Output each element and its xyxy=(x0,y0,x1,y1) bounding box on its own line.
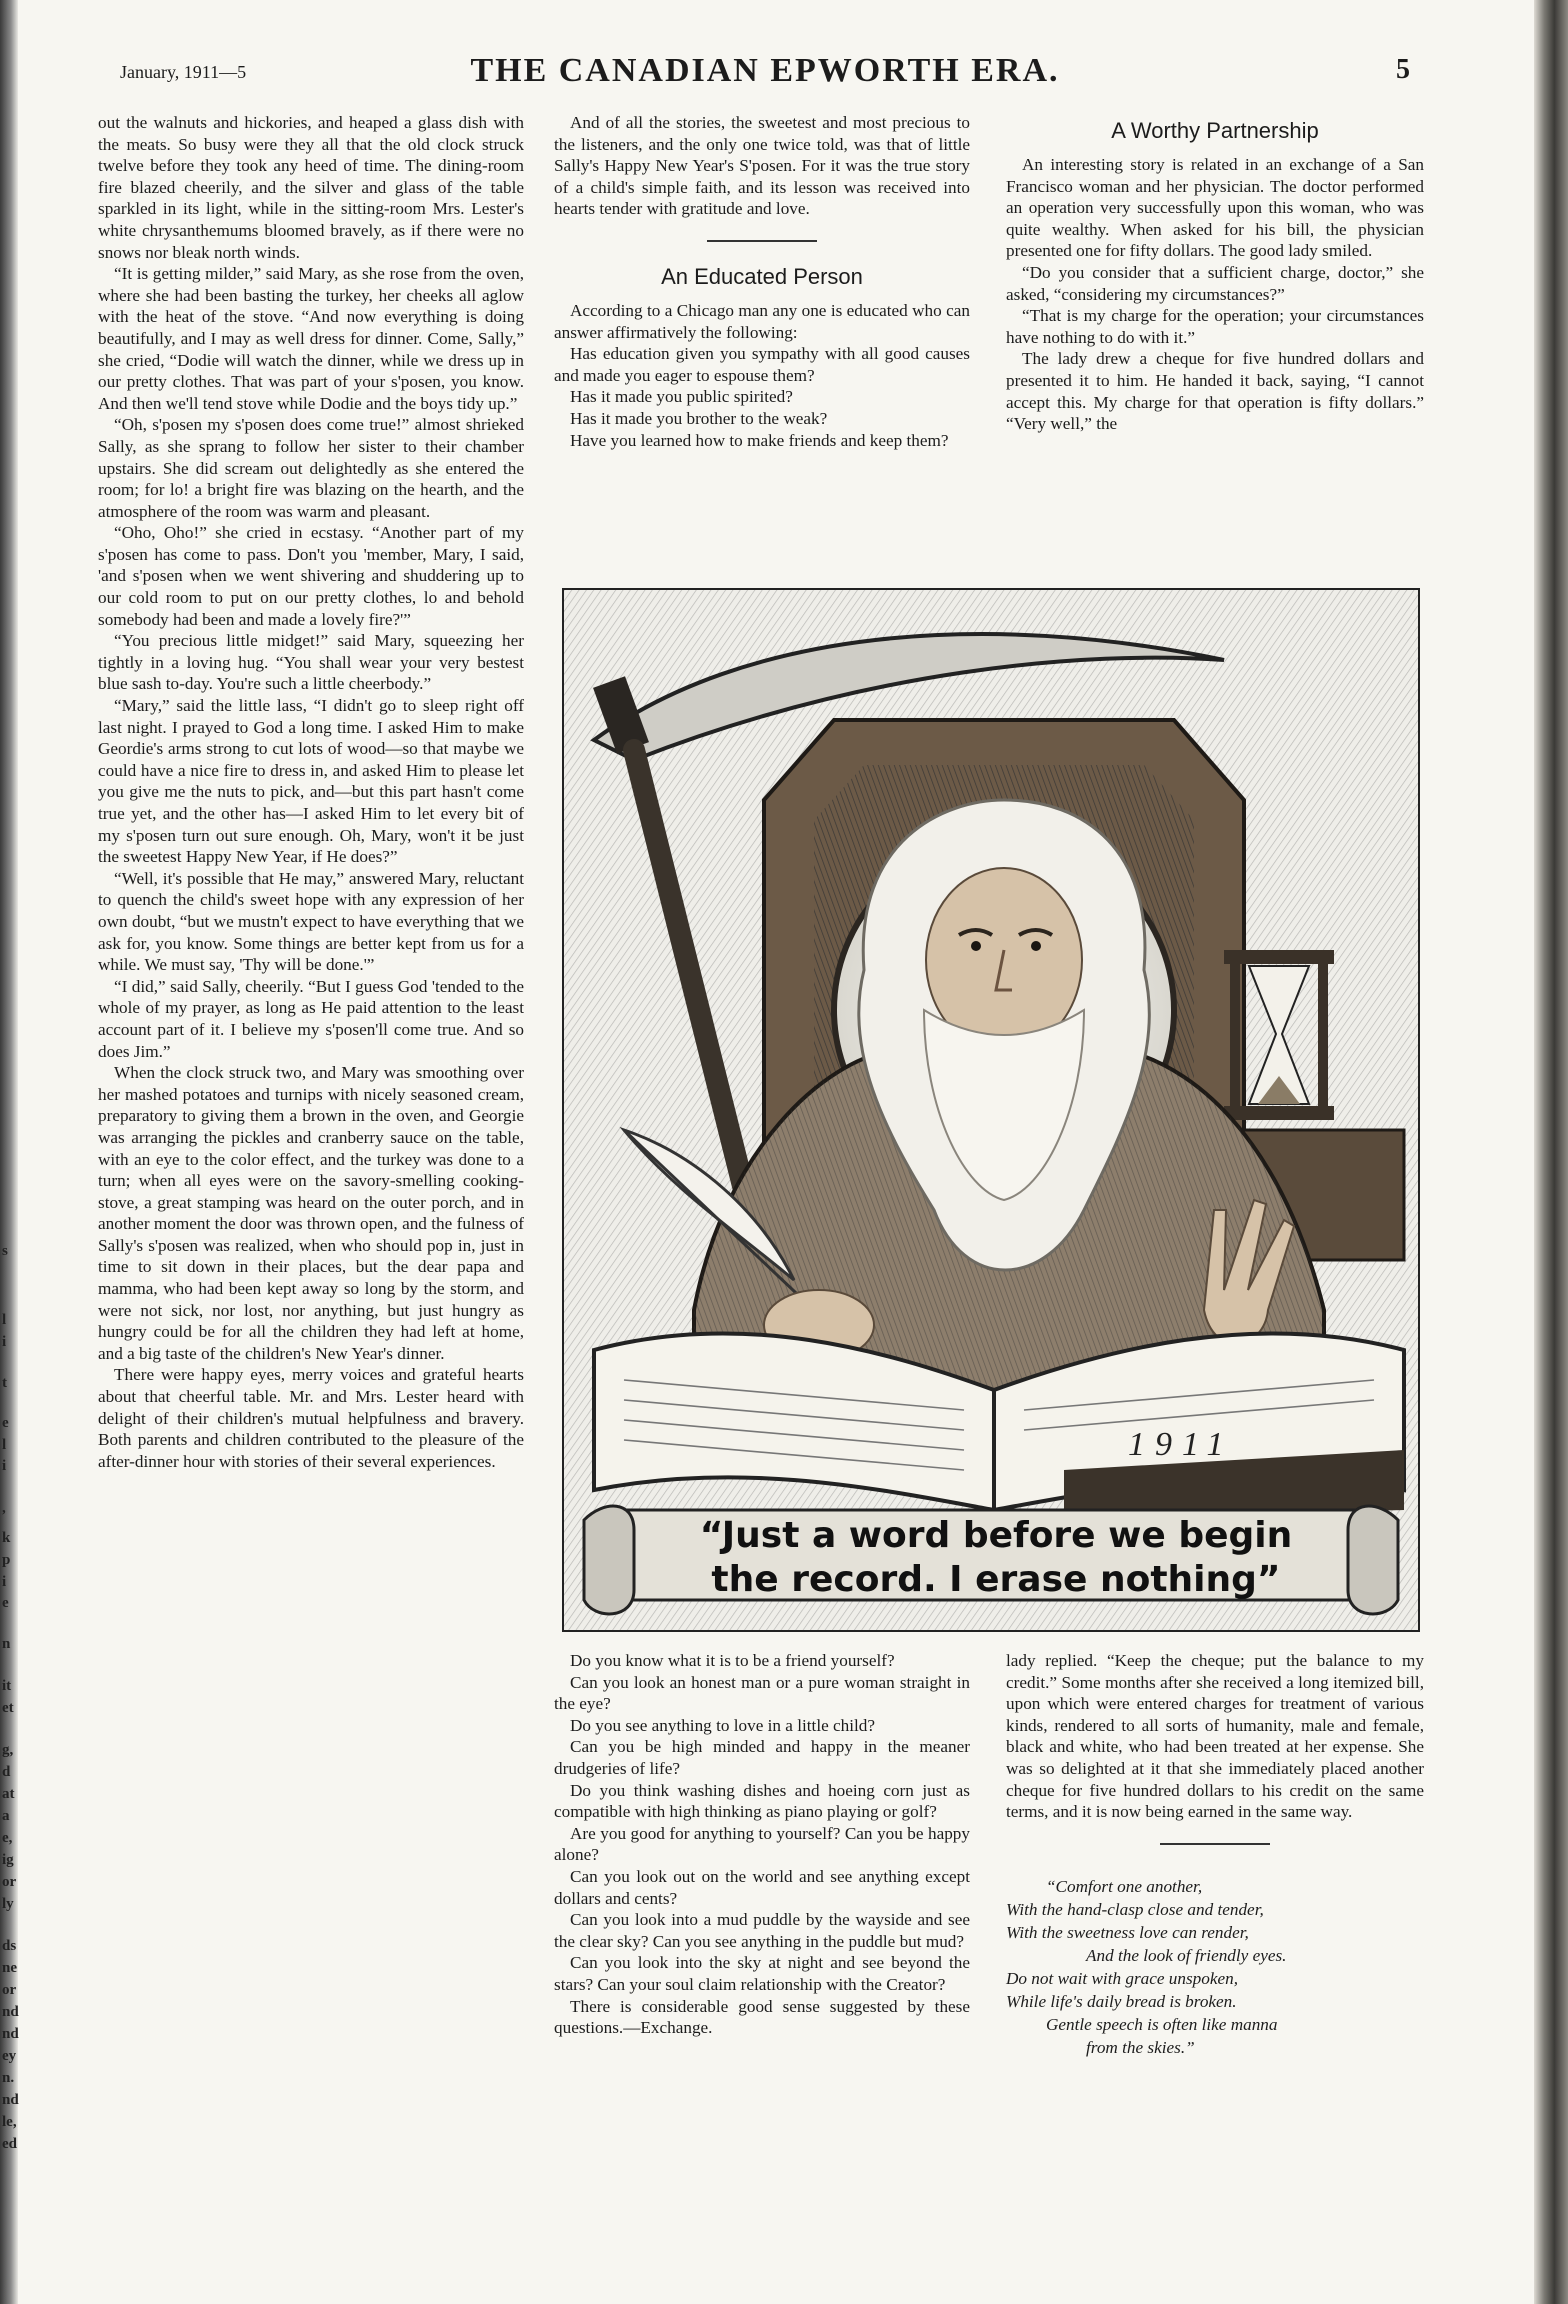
section-divider xyxy=(707,240,817,242)
story-paragraph: out the walnuts and hickories, and heaped a glass dish with the meats. So busy were they all that the old clock struck twelve before they took any heed of time. The dining-room fire blazed cheerily, and the silver and glass of the table sparkled in its light, while in the sitting-room Mrs. Lester's white chrysanthemums bloomed bravely, as if there were no snows nor bleak north winds. xyxy=(98,113,524,262)
page-spine-right xyxy=(1534,0,1568,2304)
story-paragraph: “Mary,” said the little lass, “I didn't go to sleep right off last night. I prayed to God a long time. I asked Him to make Geordie's arms strong to cut lots of wood—so that maybe we could have a nice fire to dress in, and asked Him to please let you give me the nuts to pick, and—but this part hasn't come true yet, and the other has—I asked Him to let every bit of my s'posen turn out sure enough. Oh, Mary, won't it be just the sweetest Happy New Year, if He does?” xyxy=(98,696,524,867)
poem-line: “Comfort one another, xyxy=(1046,1876,1203,1896)
poem-line: from the skies.” xyxy=(1086,2037,1195,2057)
margin-fragment: or xyxy=(2,1874,17,1890)
story-paragraph: “It is getting milder,” said Mary, as she rose from the oven, where she had been basting the turkey, her cheeks all aglow with the heat of the stove. “And now everything is doing beautifully, and I may as well dress for dinner. Come, Sally,” she cried, “Dodie will watch the dinner, while we dress up in our pretty clothes. That was part of your s'posen, you know. And then we'll tend stove while Dodie and the boys tidy up.” xyxy=(98,264,524,413)
article-paragraph: An interesting story is related in an exchange of a San Francisco woman and her physician. The doctor performed an operation very successfully upon this woman, who was quite wealthy. When asked for his bill, the physician presented one for fifty dollars. The good lady smiled. xyxy=(1006,155,1424,261)
margin-fragment: i xyxy=(2,1334,7,1350)
article-paragraph: Has education given you sympathy with all good causes and made you eager to espouse them? xyxy=(554,344,970,385)
article-heading-educated-person: An Educated Person xyxy=(661,263,863,289)
illustration-caption xyxy=(614,1504,1378,1608)
story-paragraph: “I did,” said Sally, cheerily. “But I guess God 'tended to the whole of my prayer, as long as He paid attention to the least account part of it. I believe my s'posen'll come true. And so does Jim.” xyxy=(98,976,524,1061)
margin-fragment: ed xyxy=(2,2136,17,2152)
margin-fragment: or xyxy=(2,1982,17,1998)
margin-fragment: nd xyxy=(2,2092,19,2108)
margin-fragment: ds xyxy=(2,1938,17,1954)
margin-fragment: nd xyxy=(2,2026,19,2042)
question-paragraph: Can you look into the sky at night and see beyond the stars? Can your soul claim relationship with the Creator? xyxy=(554,1953,970,1994)
margin-fragment: i xyxy=(2,1574,7,1590)
margin-fragment: e xyxy=(2,1595,9,1611)
article-paragraph: “That is my charge for the operation; your circumstances have nothing to do with it.” xyxy=(1006,306,1424,347)
story-paragraph: When the clock struck two, and Mary was smoothing over her mashed potatoes and turnips with nicely seasoned cream, preparatory to giving them a brown in the oven, and Georgie was arranging the pickles and cranberry sauce on the table, with an eye to the color effect, and the turkey was done to a turn; when all eyes were on the savory-smelling cooking-stove, a great stamping was heard on the outer porch, and in another moment the door was thrown open, and the fulness of Sally's s'posen was realized, when who should pop in, just in time to sit down in their places, but the dear papa and mamma, who had been kept away so long by the storm, and were not sick, nor lost, nor anything, but just hungry as hungry could be for all the children they had left at home, and a big taste of the children's New Year's dinner. xyxy=(98,1063,524,1363)
margin-fragment: le, xyxy=(2,2114,17,2130)
article-paragraph: According to a Chicago man any one is educated who can answer affirmatively the following: xyxy=(554,300,970,342)
margin-fragment: p xyxy=(2,1552,11,1568)
page-header xyxy=(120,52,1410,98)
margin-fragment: n. xyxy=(2,2070,15,2086)
question-paragraph: Can you look out on the world and see anything except dollars and cents? xyxy=(554,1866,970,1908)
story-column-1 xyxy=(98,112,524,1472)
poem-line: Do not wait with grace unspoken, xyxy=(1006,1968,1239,1988)
story-paragraph: “You precious little midget!” said Mary, squeezing her tightly in a loving hug. “You shall wear your very bestest blue sash to-day. You're such a little cheerbody.” xyxy=(98,631,524,694)
margin-fragment: a xyxy=(2,1808,10,1824)
father-time-illustration xyxy=(562,588,1420,1632)
story-conclusion: And of all the stories, the sweetest and most precious to the listeners, and the only one twice told, was that of little Sally's Happy New Year's S'posen. For it was the true story of a child's simple faith, and its lesson was received into hearts tender with gratitude and love. xyxy=(554,113,970,219)
margin-fragment: k xyxy=(2,1530,11,1546)
margin-fragment: at xyxy=(2,1786,15,1802)
left-margin-fragments xyxy=(0,0,22,2304)
margin-fragment: s xyxy=(2,1243,8,1259)
question-paragraph: Do you think washing dishes and hoeing corn just as compatible with high thinking as piano playing or golf? xyxy=(554,1780,970,1822)
page-number: 5 xyxy=(1396,54,1410,85)
margin-fragment: ly xyxy=(2,1896,14,1912)
question-paragraph: Can you look into a mud puddle by the wayside and see the clear sky? Can you see anything in the puddle but mud? xyxy=(554,1910,970,1951)
poem-line: With the hand-clasp close and tender, xyxy=(1006,1899,1264,1919)
margin-fragment: e xyxy=(2,1415,9,1431)
father-time-drawing xyxy=(564,590,1418,1630)
margin-fragment: l xyxy=(2,1437,7,1453)
margin-fragment: nd xyxy=(2,2004,19,2020)
question-paragraph: Do you know what it is to be a friend yourself? xyxy=(570,1651,895,1670)
caption-line-1: “Just a word before we begin xyxy=(699,1515,1293,1556)
margin-fragment: d xyxy=(2,1764,11,1780)
story-column-2 xyxy=(554,112,970,451)
question-paragraph: Can you look an honest man or a pure woman straight in the eye? xyxy=(554,1672,970,1714)
margin-fragment: l xyxy=(2,1312,7,1328)
caption-line-2: the record. I erase nothing” xyxy=(711,1559,1281,1600)
margin-fragment: ey xyxy=(2,2048,17,2064)
story-paragraph: “Oh, s'posen my s'posen does come true!” almost shrieked Sally, as she sprang to follow her sister to their chamber upstairs. She did scream out delightedly as she entered the room; for lo! a bright fire was blazing on the hearth, and the atmosphere of the room was warm and pleasant. xyxy=(98,415,524,521)
question-paragraph: Do you see anything to love in a little child? xyxy=(570,1715,876,1735)
margin-fragment: , xyxy=(2,1500,6,1516)
margin-fragment: ig xyxy=(2,1852,14,1868)
article-paragraph: lady replied. “Keep the cheque; put the balance to my credit.” Some months after she received a long itemized bill, upon which were entered charges for treatment of various kinds, rendered to all sorts of humanity, male and female, black and white, who had been treated at her expense. She was so delighted at it that she immediately placed another cheque for five hundred dollars to his credit on the same terms, and it is now being earned in the same way. xyxy=(1006,1651,1424,1822)
article-paragraph: Have you learned how to make friends and keep them? xyxy=(570,430,949,450)
article-paragraph: Has it made you public spirited? xyxy=(570,387,793,407)
section-divider xyxy=(1160,1843,1270,1845)
poem-line: With the sweetness love can render, xyxy=(1006,1922,1249,1942)
margin-fragment: e, xyxy=(2,1830,13,1846)
article-column-3 xyxy=(1006,112,1424,435)
poem-line: Gentle speech is often like manna xyxy=(1046,2014,1278,2034)
margin-fragment: g, xyxy=(2,1742,14,1758)
poem-line: While life's daily bread is broken. xyxy=(1006,1991,1237,2011)
article-paragraph: Has it made you brother to the weak? xyxy=(570,408,828,428)
story-paragraph: There were happy eyes, merry voices and grateful hearts about that cheerful table. Mr. and Mrs. Lester heard with delight of their children's mutual helpfulness and bravery. Both parents and children contributed to the pleasure of the after-dinner hour with stories of their several experiences. xyxy=(98,1365,524,1471)
issue-date: January, 1911—5 xyxy=(120,62,247,82)
margin-fragment: it xyxy=(2,1678,12,1694)
story-paragraph: “Oho, Oho!” she cried in ecstasy. “Another part of my s'posen has come to pass. Don't you 'member, Mary, I said, 'and s'posen when we went shivering and shuddering up to our cold room to put on our pretty clothes, lo and behold somebody had been and made a lovely fire?'” xyxy=(98,523,524,629)
book-year-label: 1911 xyxy=(1128,1426,1234,1463)
article-paragraph: “Do you consider that a sufficient charge, doctor,” she asked, “considering my circumstances?” xyxy=(1006,262,1424,304)
margin-fragment: ne xyxy=(2,1960,17,1976)
question-paragraph: Are you good for anything to yourself? Can you be happy alone? xyxy=(554,1823,970,1865)
margin-fragment: n xyxy=(2,1636,11,1652)
margin-fragment: et xyxy=(2,1700,14,1716)
margin-fragment: i xyxy=(2,1458,7,1474)
article-paragraph: The lady drew a cheque for five hundred dollars and presented it to him. He handed it back, saying, “I cannot accept this. My charge for that operation is fifty dollars.” “Very well,” the xyxy=(1006,349,1424,434)
question-paragraph: Can you be high minded and happy in the meaner drudgeries of life? xyxy=(554,1737,970,1778)
question-paragraph: There is considerable good sense suggested by these questions.—Exchange. xyxy=(554,1996,970,2038)
story-paragraph: “Well, it's possible that He may,” answered Mary, reluctant to quench the child's sweet hope with any expression of her own doubt, “but we mustn't expect to have everything that we ask for, you know. Some things are better kept from us for a while. We must say, 'Thy will be done.'” xyxy=(98,868,524,975)
poem-line: And the look of friendly eyes. xyxy=(1086,1945,1287,1965)
article-heading-worthy-partnership: A Worthy Partnership xyxy=(1111,118,1319,143)
partnership-conclusion-column xyxy=(1006,1650,1424,2059)
publication-title: THE CANADIAN EPWORTH ERA. xyxy=(470,52,1060,89)
questions-column xyxy=(554,1650,970,2039)
poem xyxy=(1006,1875,1424,2059)
margin-fragment: t xyxy=(2,1375,7,1391)
